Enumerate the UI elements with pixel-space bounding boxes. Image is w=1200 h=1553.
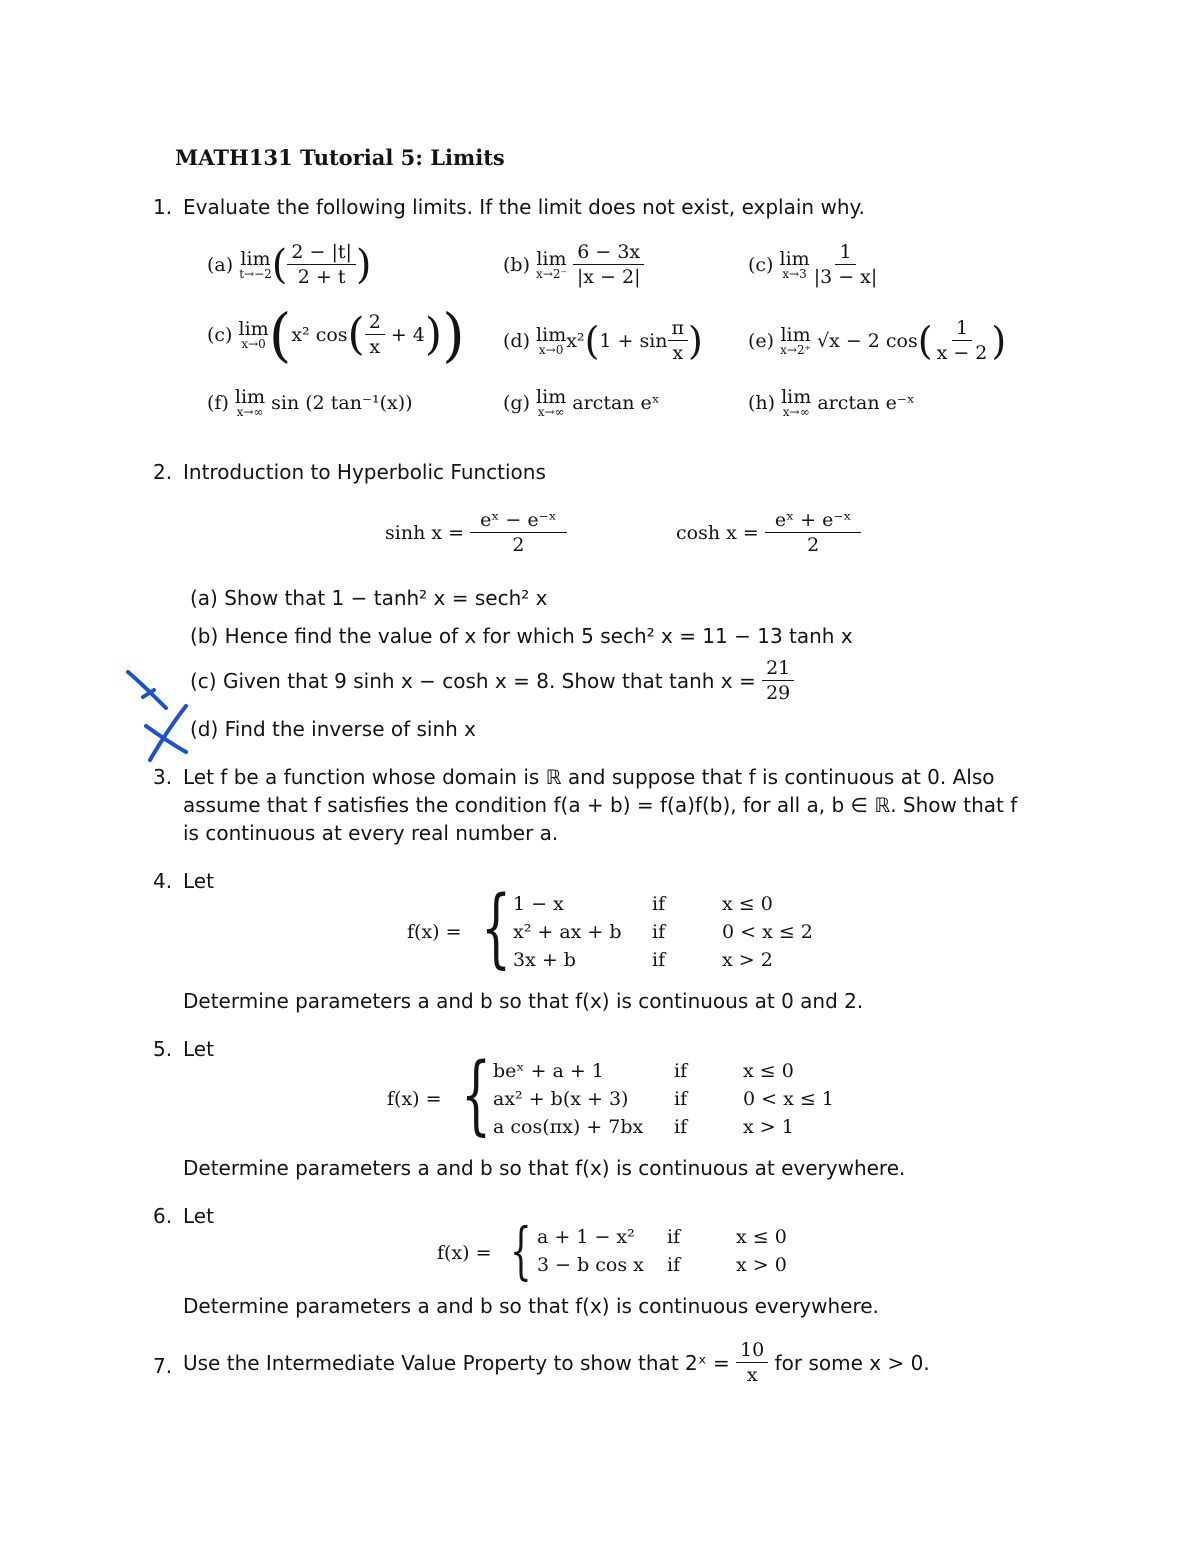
denominator: |3 − x| bbox=[813, 266, 878, 288]
q4-number: 4. bbox=[153, 869, 173, 893]
q5-case-3-expr: a cos(πx) + 7bx bbox=[493, 1116, 644, 1138]
q3-line-3: is continuous at every real number a. bbox=[183, 821, 559, 845]
q4-case-1-cond: x ≤ 0 bbox=[722, 893, 773, 915]
q5-case-2-if: if bbox=[674, 1088, 688, 1110]
expr-pre: x² cos bbox=[291, 323, 348, 346]
inner: 1 + sin bbox=[599, 329, 668, 352]
numerator: 2 bbox=[365, 310, 385, 335]
q1-text: Evaluate the following limits. If the limit does not exist, explain why. bbox=[183, 195, 865, 219]
denominator: 2 + t bbox=[297, 266, 346, 288]
denominator: 2 bbox=[807, 534, 820, 556]
q4-lhs: f(x) = bbox=[407, 921, 462, 943]
numerator: π bbox=[668, 316, 689, 341]
expr-post: + 4 bbox=[390, 323, 425, 346]
pre: Use the Intermediate Value Property to show that 2ˣ = bbox=[183, 1350, 730, 1375]
q6-brace: { bbox=[510, 1214, 532, 1287]
label: (g) bbox=[503, 392, 530, 414]
numerator: 1 bbox=[835, 240, 855, 265]
text: Given that 9 sinh x − cosh x = 8. Show that tanh x = bbox=[222, 668, 756, 693]
q7-number: 7. bbox=[153, 1354, 173, 1378]
q1-part-a: (a) lim t→−2 ( $\frac{2 - |t|}{2 + t}$ ) bbox=[207, 241, 372, 288]
label: (a) bbox=[190, 586, 218, 610]
q1-number: 1. bbox=[153, 195, 173, 219]
label: (c) bbox=[207, 323, 233, 346]
q4-case-2-if: if bbox=[652, 921, 666, 943]
q2-text: Introduction to Hyperbolic Functions bbox=[183, 460, 546, 484]
lim-op: lim bbox=[536, 386, 567, 408]
label: (c) bbox=[190, 668, 217, 693]
q3-number: 3. bbox=[153, 765, 173, 789]
q5-brace: { bbox=[461, 1045, 492, 1145]
q6-text: Determine parameters a and b so that f(x) is continuous everywhere. bbox=[183, 1294, 879, 1318]
lim-sub: x→∞ bbox=[782, 405, 810, 419]
q6-case-1-expr: a + 1 − x² bbox=[537, 1226, 635, 1248]
q2-number: 2. bbox=[153, 460, 173, 484]
lim-op: lim bbox=[781, 386, 812, 408]
lim-op: lim bbox=[779, 247, 810, 270]
label: (b) bbox=[503, 253, 530, 276]
q4-case-2-expr: x² + ax + b bbox=[513, 921, 622, 943]
q5-text: Determine parameters a and b so that f(x) is continuous at everywhere. bbox=[183, 1156, 906, 1180]
q4-let: Let bbox=[183, 869, 214, 893]
q3-line-2: assume that f satisfies the condition f(a + b) = f(a)f(b), for all a, b ∈ ℝ. Show that f bbox=[183, 793, 1018, 817]
lim-op: lim bbox=[234, 386, 266, 408]
lim-sub: x→0 bbox=[241, 336, 266, 351]
q3-line-1: Let f be a function whose domain is ℝ and suppose that f is continuous at 0. Also bbox=[183, 765, 995, 789]
numerator: 1 bbox=[952, 316, 972, 341]
lhs: cosh x = bbox=[676, 521, 759, 544]
lim-op: lim bbox=[240, 247, 271, 270]
label: (f) bbox=[207, 392, 229, 414]
numerator: eˣ + e⁻ˣ bbox=[765, 508, 862, 533]
denominator: 2 bbox=[512, 534, 525, 556]
q6-case-2-expr: 3 − b cos x bbox=[537, 1254, 644, 1276]
q1-part-e: (e) lim x→2⁺ √x − 2 cos ( $\frac{1}{x - 2}$ ) bbox=[748, 317, 1007, 364]
lim-sub: t→−2 bbox=[239, 266, 272, 281]
expr: sin (2 tan⁻¹(x)) bbox=[271, 392, 413, 414]
q6-case-1-if: if bbox=[667, 1226, 681, 1248]
expr-pre: x² bbox=[566, 329, 585, 352]
numerator: 2 − |t| bbox=[287, 240, 356, 265]
lhs: sinh x = bbox=[385, 521, 465, 544]
lim-op: lim bbox=[238, 317, 269, 340]
denominator: 29 bbox=[766, 682, 791, 704]
q5-case-1-cond: x ≤ 0 bbox=[743, 1060, 794, 1082]
page-title: MATH131 Tutorial 5: Limits bbox=[175, 145, 505, 170]
lim-sub: x→3 bbox=[782, 266, 807, 281]
q5-let: Let bbox=[183, 1037, 214, 1061]
label: (d) bbox=[190, 717, 219, 741]
q5-case-2-expr: ax² + b(x + 3) bbox=[493, 1088, 629, 1110]
pen-stroke-2 bbox=[146, 706, 186, 760]
q5-case-3-cond: x > 1 bbox=[743, 1116, 794, 1138]
numerator: 10 bbox=[736, 1338, 768, 1363]
label: (h) bbox=[748, 392, 776, 414]
q6-case-2-if: if bbox=[667, 1254, 681, 1276]
q4-text: Determine parameters a and b so that f(x) is continuous at 0 and 2. bbox=[183, 989, 864, 1013]
q5-case-2-cond: 0 < x ≤ 1 bbox=[743, 1088, 834, 1110]
lim-op: lim bbox=[780, 323, 811, 346]
lim-sub: x→2⁻ bbox=[536, 266, 567, 281]
q4-case-2-cond: 0 < x ≤ 2 bbox=[722, 921, 813, 943]
label: (a) bbox=[207, 253, 234, 276]
q5-case-1-if: if bbox=[674, 1060, 688, 1082]
text: Hence find the value of x for which 5 sech² x = 11 − 13 tanh x bbox=[224, 624, 853, 648]
lim-op: lim bbox=[536, 247, 567, 270]
pen-stroke-1 bbox=[128, 672, 166, 708]
lim-sub: x→∞ bbox=[236, 405, 264, 419]
q6-let: Let bbox=[183, 1204, 214, 1228]
q4-case-1-if: if bbox=[652, 893, 666, 915]
denominator: x bbox=[672, 342, 684, 364]
q4-brace: { bbox=[481, 878, 512, 978]
q4-case-1-expr: 1 − x bbox=[513, 893, 564, 915]
q6-lhs: f(x) = bbox=[437, 1242, 492, 1264]
label: (d) bbox=[503, 329, 530, 352]
numerator: 21 bbox=[762, 656, 794, 681]
q5-case-1-expr: beˣ + a + 1 bbox=[493, 1060, 604, 1082]
numerator: eˣ − e⁻ˣ bbox=[470, 508, 567, 533]
lim-sub: x→2⁺ bbox=[780, 342, 811, 357]
denominator: x − 2 bbox=[936, 342, 988, 364]
q5-case-3-if: if bbox=[674, 1116, 688, 1138]
denominator: |x − 2| bbox=[576, 266, 641, 288]
label: (c) bbox=[748, 253, 774, 276]
lim-op: lim bbox=[536, 323, 567, 346]
label: (e) bbox=[748, 329, 775, 352]
q6-case-2-cond: x > 0 bbox=[736, 1254, 787, 1276]
numerator: 6 − 3x bbox=[573, 240, 644, 265]
q1-part-d: (d) lim x→0 x² ( 1 + sin $\frac{\pi}{x}$ ) bbox=[503, 317, 703, 364]
q4-case-3-if: if bbox=[652, 949, 666, 971]
text: Show that 1 − tanh² x = sech² x bbox=[224, 586, 548, 610]
denominator: x bbox=[746, 1364, 758, 1386]
lim-sub: x→0 bbox=[538, 342, 564, 357]
q4-case-3-cond: x > 2 bbox=[722, 949, 773, 971]
lim-sub: x→∞ bbox=[537, 405, 565, 419]
q6-case-1-cond: x ≤ 0 bbox=[736, 1226, 787, 1248]
label: (b) bbox=[190, 624, 219, 648]
text: Find the inverse of sinh x bbox=[224, 717, 477, 741]
expr: arctan eˣ bbox=[572, 392, 660, 414]
post: for some x > 0. bbox=[774, 1350, 930, 1375]
q6-number: 6. bbox=[153, 1204, 173, 1228]
expr: arctan e⁻ˣ bbox=[817, 392, 915, 414]
q5-lhs: f(x) = bbox=[387, 1088, 442, 1110]
q1-part-c2: (c) lim x→0 ( x² cos ( $\frac{2}{x}$ + 4 ) ) bbox=[207, 300, 465, 369]
q5-number: 5. bbox=[153, 1037, 173, 1061]
q4-case-3-expr: 3x + b bbox=[513, 949, 576, 971]
expr-pre: √x − 2 cos bbox=[816, 329, 918, 352]
denominator: x bbox=[369, 336, 381, 358]
